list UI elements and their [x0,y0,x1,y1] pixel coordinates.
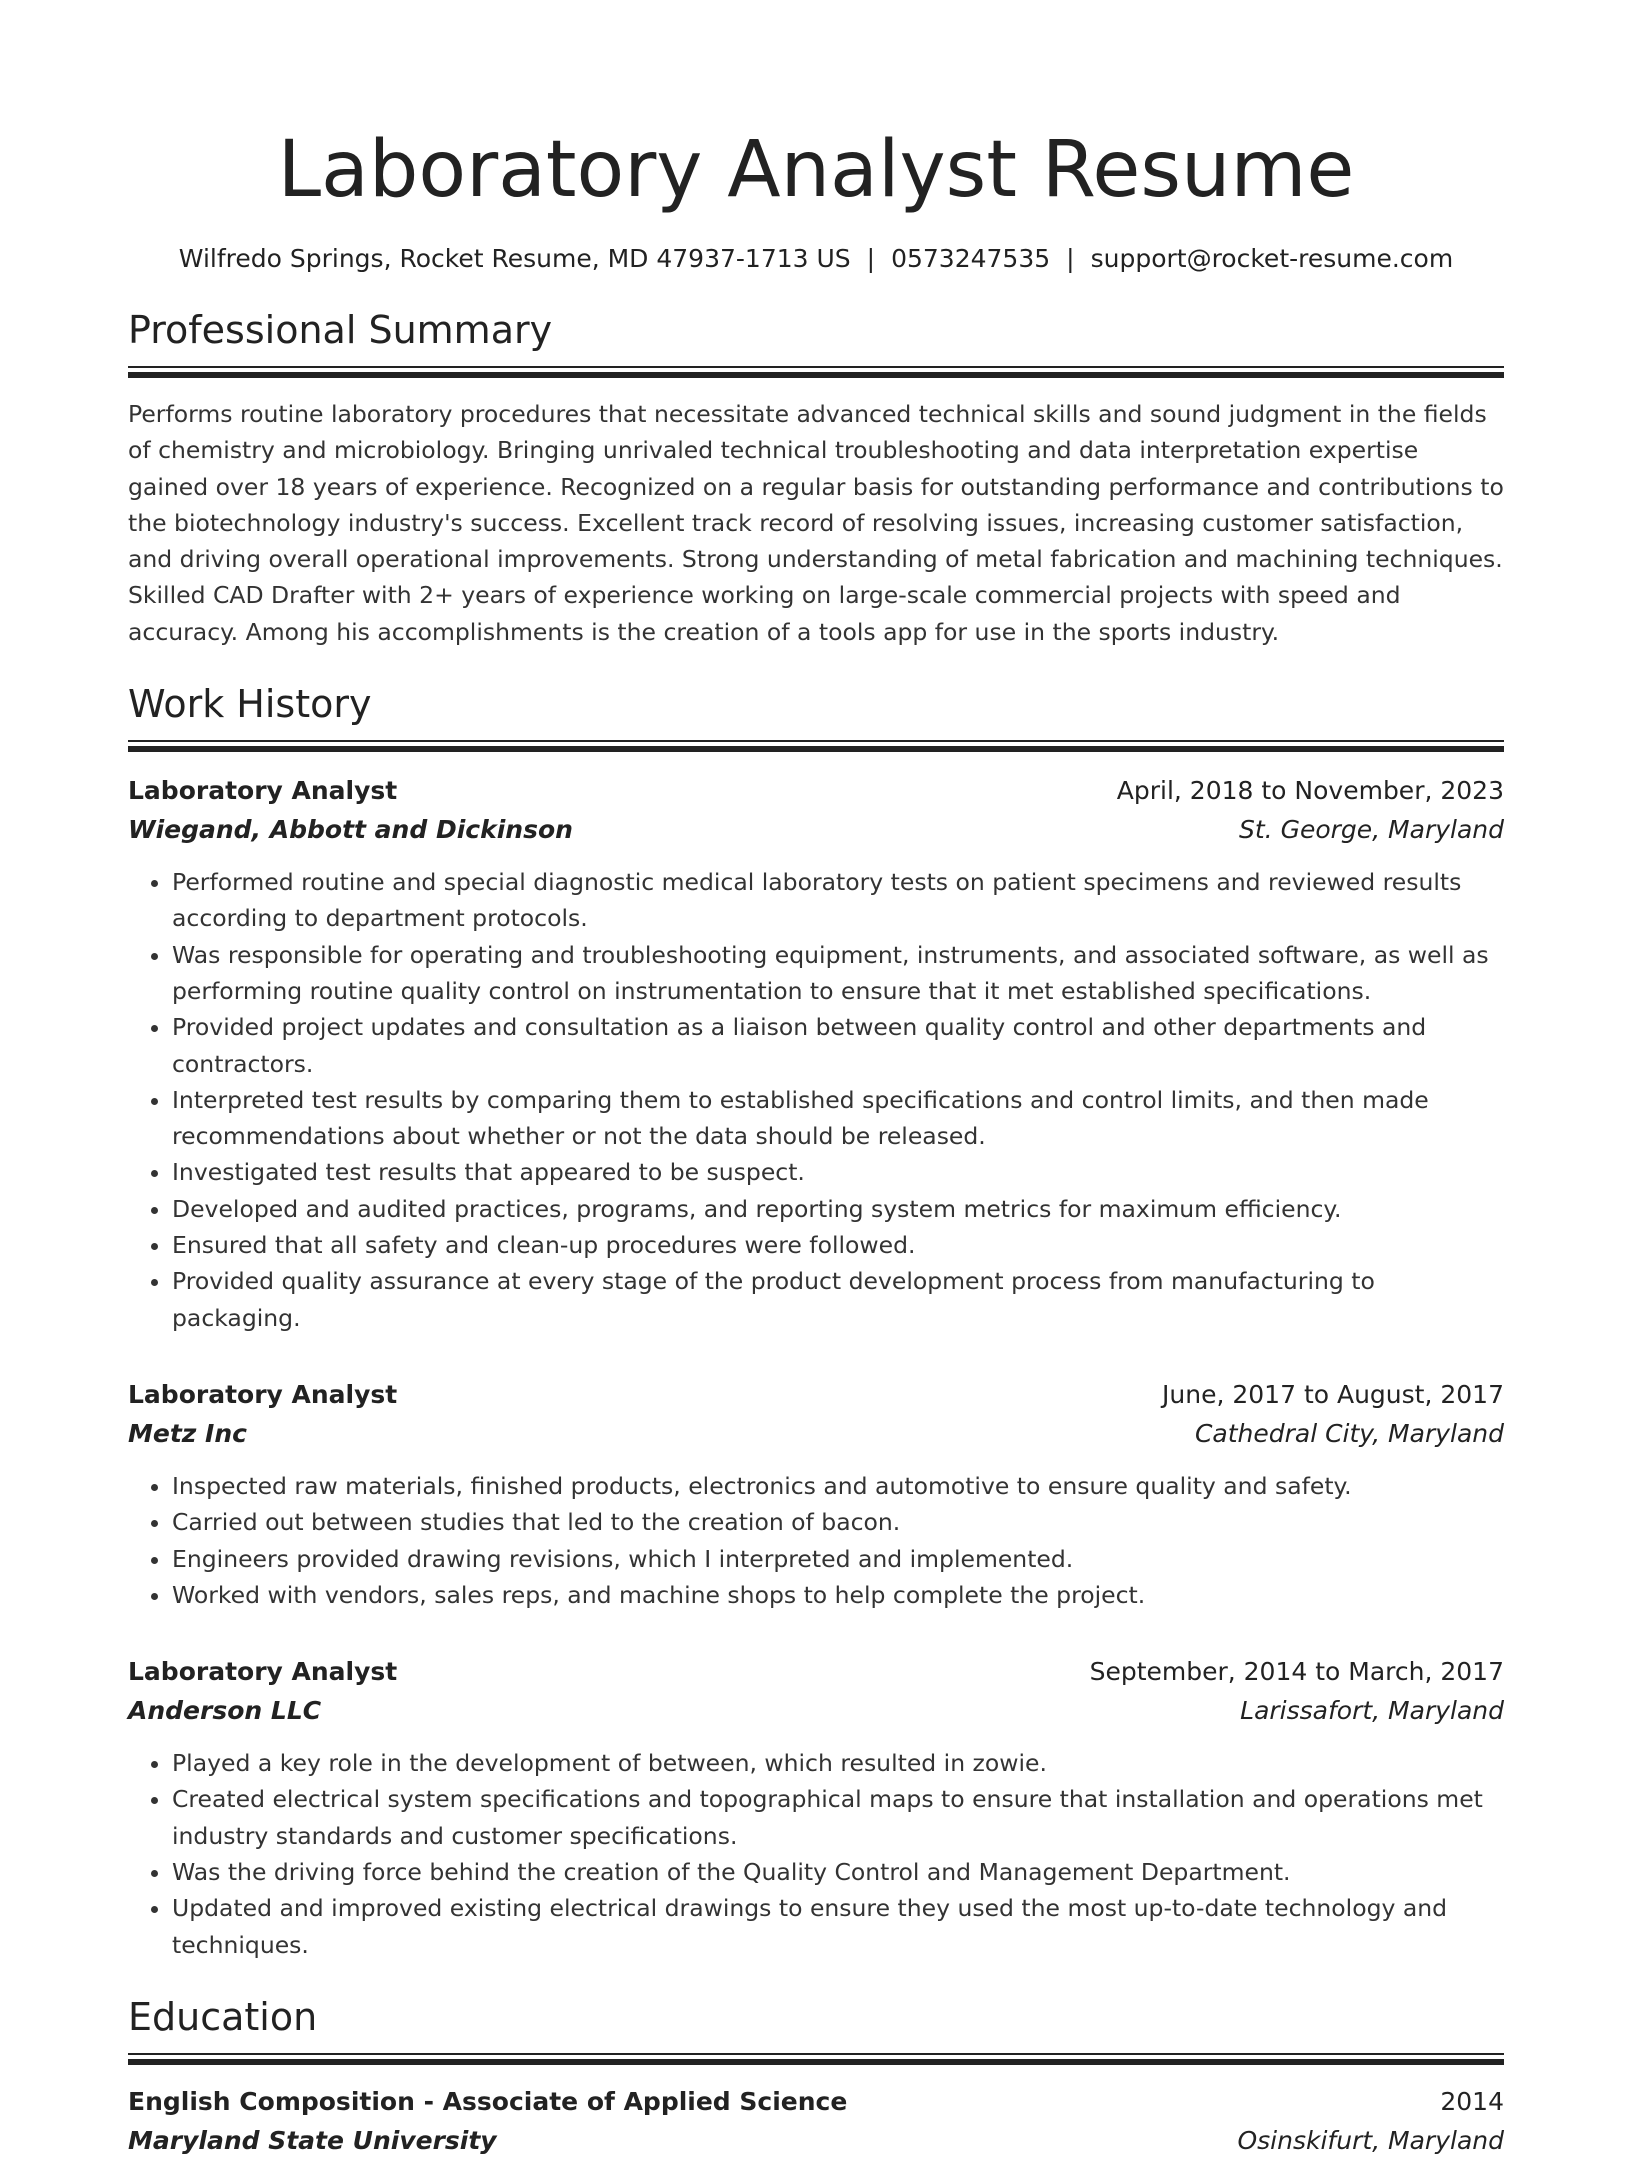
work-history-heading: Work History [128,682,372,727]
job-dates: September, 2014 to March, 2017 [1089,1657,1504,1687]
education-heading: Education [128,1994,318,2039]
education-school: Maryland State University [128,2125,497,2155]
section-divider [128,740,1504,742]
education-entry [128,2083,1504,2161]
resume-title: Laboratory Analyst Resume [277,125,1355,215]
education-year: 2014 [1440,2086,1504,2116]
contact-phone: 0573247535 [891,244,1051,273]
job-title: Laboratory Analyst [128,776,398,806]
section-divider [128,2053,1504,2055]
job-bullets [128,1745,1504,1963]
job-bullet: • Inspected raw materials, finished products, electronics and automotive to ensure quality and safety. [172,1468,1504,1504]
job-company: Anderson LLC [128,1696,322,1726]
job-bullet: • Interpreted test results by comparing them to established specifications and control limits, and then made recommendations about whether or not the data should be released. [172,1082,1504,1155]
contact-line [128,242,1504,276]
job-bullet: • Updated and improved existing electrical drawings to ensure they used the most up-to-date technology and techniques. [172,1890,1504,1963]
job-bullet: • Worked with vendors, sales reps, and machine shops to help complete the project. [172,1577,1504,1613]
job-bullet: • Was the driving force behind the creation of the Quality Control and Management Department. [172,1854,1504,1890]
resume-page [128,0,1504,2161]
job-company: Metz Inc [128,1418,247,1448]
section-divider-thick [128,372,1504,378]
job-bullet: • Ensured that all safety and clean-up procedures were followed. [172,1227,1504,1263]
education-location: Osinskifurt, Maryland [1237,2125,1504,2155]
job-dates: April, 2018 to November, 2023 [1116,776,1504,806]
job-location: Larissafort, Maryland [1240,1696,1504,1726]
job-title: Laboratory Analyst [128,1379,398,1409]
contact-email: support@rocket-resume.com [1090,244,1454,273]
job-bullet: • Provided quality assurance at every stage of the product development process from manufacturing to packaging. [172,1263,1504,1336]
job-location: Cathedral City, Maryland [1194,1418,1504,1448]
job-bullet: • Was responsible for operating and troubleshooting equipment, instruments, and associated software, as well as performing routine quality control on instrumentation to ensure that it met established specifications. [172,937,1504,1010]
summary-heading: Professional Summary [128,308,553,352]
summary-text: Performs routine laboratory procedures that necessitate advanced technical skills and sound judgment in the fields of chemistry and microbiology. Bringing unrivaled technical troubleshooting and data interpretation expertise gained over 18 years of experience. Recognized on a regular basis for outstanding performance and contributions to the biotechnology industry's success. Excellent track record of resolving issues, increasing customer satisfaction, and driving overall operational improvements. Strong understanding of metal fabrication and machining techniques. Skilled CAD Drafter with 2+ years of experience working on large-scale commercial projects with speed and accuracy. Among his accomplishments is the creation of a tools app for use in the sports industry. [128,400,1504,646]
section-divider-thick [128,2059,1504,2065]
job-bullet: • Provided project updates and consultation as a liaison between quality control and other departments and contractors. [172,1009,1504,1082]
job-bullet: • Created electrical system specifications and topographical maps to ensure that installation and operations met industry standards and customer specifications. [172,1781,1504,1854]
job-title: Laboratory Analyst [128,1657,398,1687]
education-degree: English Composition - Associate of Applied Science [128,2086,848,2116]
contact-address: Wilfredo Springs, Rocket Resume, MD 47937-1713 US [178,244,851,273]
contact-separator: | [1066,244,1075,273]
job-bullets [128,864,1504,1336]
job-bullet: • Performed routine and special diagnostic medical laboratory tests on patient specimens and reviewed results according to department protocols. [172,864,1504,937]
job-company: Wiegand, Abbott and Dickinson [128,815,573,845]
section-divider-thick [128,746,1504,752]
job-bullet: • Investigated test results that appeared to be suspect. [172,1154,1504,1190]
job-location: St. George, Maryland [1239,815,1504,845]
contact-separator: | [866,244,876,273]
section-divider [128,366,1504,368]
job-bullets [128,1468,1504,1613]
job-bullet: • Developed and audited practices, programs, and reporting system metrics for maximum efficiency. [172,1191,1504,1227]
job-entry [128,1653,1504,1963]
job-dates: June, 2017 to August, 2017 [1162,1379,1504,1409]
job-bullet: • Played a key role in the development of between, which resulted in zowie. [172,1745,1504,1781]
job-bullet: • Carried out between studies that led to the creation of bacon. [172,1504,1504,1540]
job-entry [128,772,1504,1336]
job-bullet: • Engineers provided drawing revisions, which I interpreted and implemented. [172,1541,1504,1577]
job-entry [128,1376,1504,1613]
